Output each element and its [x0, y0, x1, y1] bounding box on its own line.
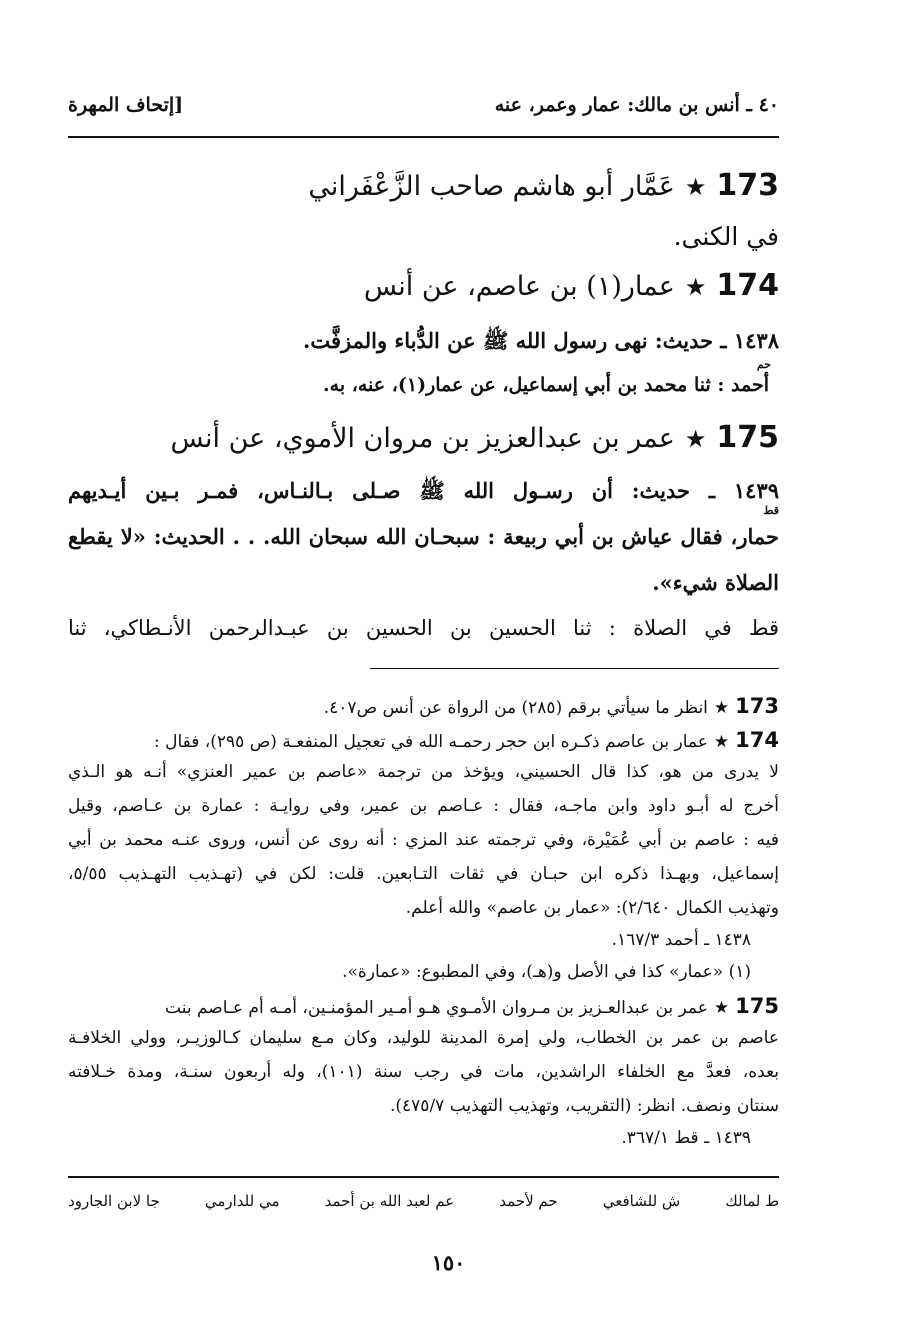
footnote-173: [68, 694, 779, 718]
legend-item: حم لأحمد: [499, 1192, 558, 1210]
hadith-1439-line-3: الصلاة شيء».: [652, 570, 779, 595]
footnote-1438: ١٤٣٨ ـ أحمد ١٦٧/٣.: [611, 930, 751, 950]
entry-number: 174: [716, 268, 779, 303]
entry-173-note: في الكنى.: [673, 222, 779, 251]
footnote-number: 175: [735, 994, 779, 1018]
entry-174-heading: [68, 268, 779, 303]
page-number: ١٥٠: [431, 1250, 466, 1275]
footnote-174-line-1: [68, 728, 779, 752]
legend-item: ش للشافعي: [602, 1192, 681, 1210]
footnote-174-line-2: لا يدرى من هو، كذا قال الحسيني، ويؤخذ من ترجمة «عاصم بن عمير العنزي» أنـه هو الـذي: [68, 762, 779, 782]
hadith-1438: ١٤٣٨ ـ حديث: نهى رسول الله ﷺ عن الدُّباء والمزفَّت.: [303, 328, 779, 353]
legend-item: عم لعبد الله بن أحمد: [324, 1192, 455, 1210]
star-icon: ★: [713, 698, 730, 718]
star-icon: ★: [713, 732, 730, 752]
header-rule: [68, 136, 779, 138]
footnote-text: انظر ما سيأتي برقم (٢٨٥) من الرواة عن أنس ص٤٠٧.: [323, 698, 708, 718]
entry-173-heading: [68, 168, 779, 203]
footnote-separator: [370, 668, 779, 669]
entry-number: 175: [716, 420, 779, 455]
star-icon: ★: [684, 273, 707, 301]
footnote-1439: ١٤٣٩ ـ قط ٣٦٧/١.: [621, 1128, 751, 1148]
abbreviation-legend: [68, 1192, 779, 1210]
source-symbol: حم: [756, 358, 771, 371]
legend-rule: [68, 1176, 779, 1178]
legend-item: مي للدارمي: [204, 1192, 280, 1210]
running-header: [68, 88, 779, 122]
footnote-text: عمار بن عاصم ذكـره ابن حجر رحمـه الله في تعجيل المنفعـة (ص ٢٩٥)، فقال :: [154, 732, 708, 752]
entry-title: عَمَّار أبو هاشم صاحب الزَّعْفَراني: [308, 171, 675, 202]
footnote-175-line-2: عاصم بن عمر بن الخطاب، ولي إمرة المدينة للوليد، وكان مـع سليمان كـالوزيـر، وولي الخلافـة: [68, 1028, 779, 1048]
hadith-1438-isnad: أحمد : ثنا محمد بن أبي إسماعيل، عن عمار(١)، عنه، به.: [323, 374, 769, 396]
entry-title: عمر بن عبدالعزيز بن مروان الأموي، عن أنس: [170, 423, 675, 454]
footnote-marker-1: (١) «عمار» كذا في الأصل و(هـ)، وفي المطبوع: «عمارة».: [342, 962, 751, 982]
hadith-1439-line-1: ١٤٣٩ ـ حديث: أن رسـول الله ﷺ صـلى بـالنـاس، فمـر بـين أيـديهم: [68, 478, 779, 503]
footnote-174-line-5: إسماعيل، وبهـذا ذكره ابن حبـان في ثقات التـابعين. قلت: لكن في (تهـذيب التهـذيب ٥/٥٥،: [68, 864, 779, 884]
header-book-title: [إتحاف المهرة: [68, 94, 184, 116]
footnote-175-line-4: سنتان ونصف. انظر: (التقريب، وتهذيب التهذيب ٤٧٥/٧).: [390, 1096, 779, 1116]
star-icon: ★: [684, 173, 707, 201]
footnote-174-line-3: أخرج له أبـو داود وابن ماجـه، فقال : عـاصم بن عمير، وفي روايـة : عمارة بن عـاصم، وقيل: [68, 796, 779, 816]
footnote-174-line-6: وتهذيب الكمال ٢/٦٤٠): «عمار بن عاصم» والله أعلم.: [405, 898, 779, 918]
legend-item: ط لمالك: [725, 1192, 779, 1210]
footnote-number: 174: [735, 728, 779, 752]
hadith-1439-isnad: قط في الصلاة : ثنا الحسين بن الحسين بن عبـدالرحمن الأنـطاكي، ثنا: [68, 616, 779, 640]
header-chapter-title: ٤٠ ـ أنس بن مالك: عمار وعمر، عنه: [494, 94, 779, 116]
footnote-text: عمر بن عبدالعـزيز بن مـروان الأمـوي هـو أمـير المؤمنـين، أمـه أم عـاصم بنت: [165, 998, 708, 1018]
footnote-175-line-1: [68, 994, 779, 1018]
footnote-number: 173: [735, 694, 779, 718]
entry-title: عمار(١) بن عاصم، عن أنس: [363, 271, 675, 302]
footnote-174-line-4: فيه : عاصم بن أبي عُمَيْرة، وفي ترجمته عند المزي : أنه روى عن أنس، وروى عنـه محمد بن أبي: [68, 830, 779, 850]
star-icon: ★: [713, 998, 730, 1018]
source-symbol: قط: [763, 504, 779, 517]
star-icon: ★: [684, 425, 707, 453]
entry-number: 173: [716, 168, 779, 203]
footnote-175-line-3: بعده، فعدَّ مع الخلفاء الراشدين، مات في رجب سنة (١٠١)، وله أربعون سنـة، ومدة خـلافته: [68, 1062, 779, 1082]
entry-175-heading: [68, 420, 779, 455]
hadith-1439-line-2: حمار، فقال عياش بن أبي ربيعة : سبحـان الله سبحان الله. . . الحديث: «لا يقطع: [68, 524, 779, 549]
legend-item: جا لابن الجارود: [68, 1192, 160, 1210]
